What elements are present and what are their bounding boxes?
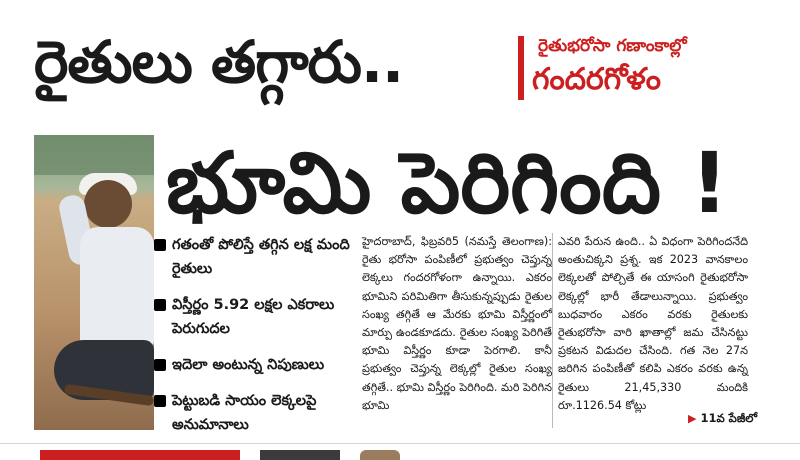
photo-head <box>84 180 132 228</box>
article-paragraph: ఎవరి పేరున ఉంది.. ఏ విధంగా పెరిగిందనేది అంతుచిక్కని ప్రశ్న. ఇక 2023 వానకాలం లెక్కలతో పోల్చితే ఈ యాసంగి రైతుభరోసా లెక్కల్లో భారీ తేడాలున్నాయి. ప్రభుత్వం బుధవారం ఎకరం వరకు రైతులకు రైతుభరోసా వారి ఖాతాల్లో జమ చేసినట్టు ప్రకటన విడుదల చేసింది. గత నెల 27న జరిగిన పంపిణీతో కలిపి ఎకరం వరకు ఉన్న రైతులు 21,45,330 మందికి రూ.1126.54 కోట్లు <box>558 235 748 412</box>
highlights-list <box>150 233 350 437</box>
highlight-item: పెట్టుబడి సాయం లెక్కలపై అనుమానాలు <box>150 389 350 437</box>
photo-torso <box>80 227 154 347</box>
kicker-subtitle: రైతుభరోసా గణాంకాల్లో <box>538 36 687 56</box>
kicker-box <box>518 36 738 106</box>
continued-link[interactable] <box>688 411 757 428</box>
bottom-strip <box>40 448 760 460</box>
article-paragraph: హైదరాబాద్, ఫిబ్రవరి5 (నమస్తే తెలంగాణ): రైతు భరోసా పంపిణీలో ప్రభుత్వం చెప్తున్న లెక్కలు గందరగోళంగా ఉన్నాయి. ఎకరం భూమిని పరిమితిగా తీసుకున్నప్పుడు రైతుల సంఖ్య తగ్గితే ఆ మేరకు భూమి విస్తీర్ణంలో మార్పు ఉండకూడదు. రైతుల సంఖ్య పెరిగితే భూమి విస్తీర్ణం కూడా పెరగాలి. కానీ ప్రభుత్వం చెప్తున్న లెక్కల్లో రైతుల సంఖ్య తగ్గితే.. భూమి విస్తీర్ణం పెరిగింది. మరి పెరిగిన భూమి <box>362 235 552 412</box>
main-headline: రైతులు తగ్గారు.. <box>34 28 404 96</box>
strip-dark-block <box>260 450 340 460</box>
kicker-title: గందరగోళం <box>532 62 661 97</box>
highlight-item: విస్తీర్ణం 5.92 లక్షల ఎకరాలు పెరుగుదల <box>150 293 350 341</box>
farmer-photo <box>34 135 154 430</box>
column-divider <box>552 233 553 428</box>
kicker-accent-bar <box>518 36 524 100</box>
article-column-2 <box>558 233 748 415</box>
strip-photo-block <box>360 450 400 460</box>
bottom-divider <box>0 443 800 444</box>
second-headline: భూమి పెరిగింది ! <box>166 134 729 232</box>
continued-arrow-icon: ▶ <box>688 412 697 425</box>
highlight-item: ఇదెలా అంటున్న నిపుణులు <box>150 353 350 377</box>
photo-trees <box>34 135 154 175</box>
article-column-1 <box>362 233 552 415</box>
highlight-item: గతంతో పోలిస్తే తగ్గిన లక్ష మంది రైతులు <box>150 233 350 281</box>
continued-label: 11వ పేజీలో <box>700 411 758 425</box>
strip-red-block <box>40 450 240 460</box>
